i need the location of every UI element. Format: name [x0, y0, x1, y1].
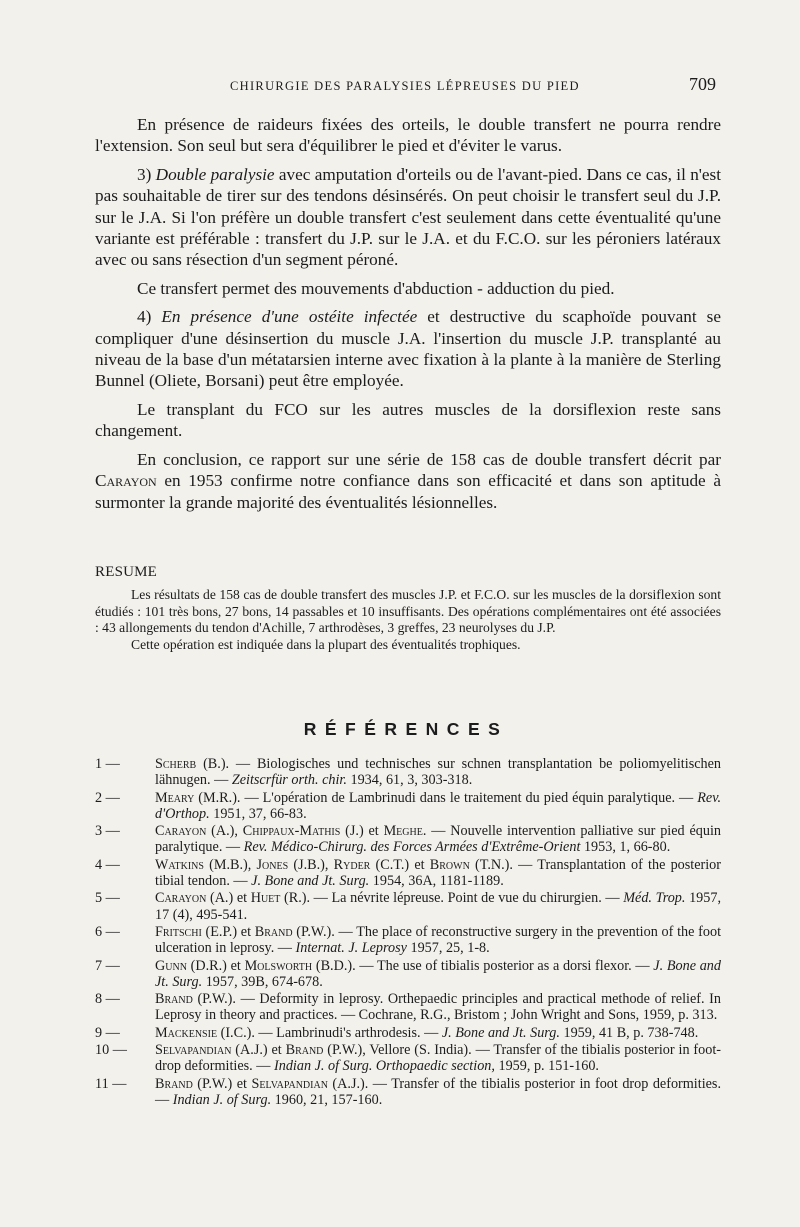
- paragraph-6: En conclusion, ce rapport sur une série de 158 cas de double transfert décrit par Carayon en 1953 confirme notre confiance dans son efficacité et dans son aptitude à surmonter la grande majorité des éventualités lésionnelles.: [95, 449, 721, 512]
- reference-author: Meghe: [383, 823, 423, 840]
- reference-journal: J. Bone and Jt. Surg.: [155, 957, 721, 990]
- reference-text: (A.) et: [206, 890, 251, 907]
- reference-author: Molsworth: [244, 957, 313, 974]
- reference-text: (R.). — La névrite lépreuse. Point de vue du chirurgien. —: [280, 890, 624, 907]
- reference-number: 11 —: [95, 1075, 127, 1092]
- reference-text: 1954, 36A, 1181-1189.: [369, 873, 504, 890]
- reference-journal: J. Bone and Jt. Surg.: [441, 1024, 560, 1041]
- reference-journal: Indian J. of Surg. Orthopaedic section,: [274, 1058, 495, 1075]
- reference-number: 3 —: [95, 823, 120, 840]
- reference-text: 1960, 21, 157-160.: [271, 1091, 383, 1108]
- reference-item: [95, 823, 721, 856]
- reference-text: (J.B.),: [288, 856, 334, 873]
- reference-journal: Rev. d'Orthop.: [155, 789, 721, 822]
- reference-item: [95, 958, 721, 991]
- reference-number: 10 —: [95, 1042, 127, 1059]
- reference-journal: Zeitscrfür orth. chir.: [231, 772, 347, 789]
- page-number: 709: [689, 74, 716, 94]
- reference-number: 9 —: [95, 1024, 120, 1041]
- paragraph-1: En présence de raideurs fixées des orteils, le double transfert ne pourra rendre l'extension. Son seul but sera d'équilibrer le pied et d'éviter le varus.: [95, 115, 721, 156]
- reference-journal: Internat. J. Leprosy: [295, 940, 407, 957]
- reference-item: [95, 991, 721, 1024]
- reference-journal: Indian J. of Surg.: [172, 1091, 272, 1108]
- reference-item: [95, 1025, 721, 1041]
- reference-author: Brand: [285, 1042, 324, 1059]
- reference-item: [95, 857, 721, 890]
- reference-journal: Rev. Médico-Chirurg. des Forces Armées d'Extrême-Orient: [243, 839, 581, 856]
- reference-text: (A.),: [206, 823, 243, 840]
- reference-text: (P.W.) et: [192, 1075, 252, 1092]
- reference-text: 1957, 17 (4), 495-541.: [155, 890, 721, 923]
- reference-item: [95, 790, 721, 823]
- reference-text: (P.W.). — Deformity in leprosy. Orthepaedic principles and practical methode of relief. In Leprosy in theory and practices. — Cochrane, R.G., Bristom ; John Wright and Sons, 1959, p. 313.: [155, 991, 721, 1024]
- reference-item: [95, 756, 721, 789]
- paragraph-2: 3) Double paralysie avec amputation d'orteils ou de l'avant-pied. Dans ce cas, il n'est pas souhaitable de tirer sur des tendons désinsérés. On peut choisir le transfert seul du J.P. sur le J.A. Si l'on préfère un double transfert c'est seulement dans cette éventualité qu'une variante est préférable : transfert du J.P. sur le J.A. et du F.C.O. sur les péroniers latéraux avec ou sans résection d'un segment péroné.: [95, 164, 721, 270]
- reference-list: [95, 756, 721, 1109]
- reference-text: (M.B.),: [203, 856, 257, 873]
- reference-text: (D.R.) et: [186, 957, 245, 974]
- summary-section: [95, 564, 721, 653]
- reference-text: (A.J.) et: [231, 1042, 286, 1059]
- reference-author: Ryder: [333, 856, 371, 873]
- reference-text: . — Nouvelle intervention palliative sur pied équin paralytique. —: [155, 823, 721, 856]
- reference-author: Watkins: [155, 856, 204, 873]
- reference-item: [95, 1042, 721, 1075]
- reference-text: (P.W.), Vellore (S. India). — Transfer of the tibialis posterior in foot-drop deformities. —: [155, 1042, 721, 1075]
- reference-number: 2 —: [95, 789, 120, 806]
- reference-author: Brown: [429, 856, 470, 873]
- reference-number: 4 —: [95, 856, 120, 873]
- summary-heading: RESUME: [95, 564, 158, 580]
- reference-number: 7 —: [95, 957, 120, 974]
- reference-item: [95, 890, 721, 923]
- reference-text: (M.R.). — L'opération de Lambrinudi dans le traitement du pied équin paralytique. —: [194, 789, 698, 806]
- reference-number: 8 —: [95, 991, 120, 1008]
- reference-author: Chippaux-Mathis: [242, 823, 341, 840]
- reference-text: (J.) et: [340, 823, 384, 840]
- reference-text: 1957, 25, 1-8.: [406, 940, 490, 957]
- summary-paragraph-1: Les résultats de 158 cas de double transfert des muscles J.P. et F.C.O. sur les muscles de la dorsiflexion sont étudiés : 101 très bons, 27 bons, 14 passables et 10 insuffisants. Des opérations complémentaires ont été associées : 43 allongements du tendon d'Achille, 7 arthrodèses, 3 greffes, 23 neurolyses du J.P.: [95, 587, 721, 636]
- reference-text: (I.C.). — Lambrinudi's arthrodesis. —: [217, 1024, 442, 1041]
- reference-text: (C.T.) et: [370, 856, 430, 873]
- reference-author: Meary: [155, 789, 195, 806]
- paragraph-3: Ce transfert permet des mouvements d'abduction - adduction du pied.: [137, 278, 615, 298]
- reference-author: Huet: [250, 890, 281, 907]
- reference-item: [95, 924, 721, 957]
- reference-author: Jones: [256, 856, 289, 873]
- paragraph-5: Le transplant du FCO sur les autres muscles de la dorsiflexion reste sans changement.: [95, 399, 721, 441]
- reference-journal: Méd. Trop.: [623, 890, 686, 907]
- reference-text: 1959, p. 151-160.: [494, 1058, 599, 1075]
- summary-paragraph-2: Cette opération est indiquée dans la plupart des éventualités trophiques.: [131, 636, 521, 652]
- reference-author: Mackensie: [155, 1024, 218, 1041]
- reference-text: 1957, 39B, 674-678.: [202, 973, 323, 990]
- paragraph-4: 4) En présence d'une ostéite infectée et destructive du scaphoïde pouvant se compliquer d'une désinsertion du muscle J.A. l'insertion du muscle J.P. transplanté au niveau de la base d'un métatarsien interne avec fixation à la plante à la manière de Sterling Bunnel (Oliete, Borsani) peut être employée.: [95, 307, 721, 391]
- reference-number: 6 —: [95, 923, 120, 940]
- reference-text: (B.). — Biologisches und technisches sur schnen transplantation be poliomyelitischen lähnugen. —: [155, 756, 721, 789]
- reference-author: Gunn: [155, 957, 187, 974]
- reference-author: Selvapandian: [155, 1042, 232, 1059]
- reference-text: (T.N.). — Transplantation of the posterior tibial tendon. —: [155, 856, 722, 890]
- reference-text: (P.W.). — The place of reconstructive surgery in the prevention of the foot ulceration in leprosy. —: [155, 923, 722, 957]
- reference-author: Brand: [254, 923, 293, 940]
- reference-author: Brand: [155, 1075, 193, 1092]
- body-text: [95, 114, 721, 520]
- reference-text: 1934, 61, 3, 303-318.: [346, 772, 473, 789]
- reference-text: (A.J.). — Transfer of the tibialis posterior in foot drop deformities. —: [155, 1075, 721, 1108]
- reference-text: (E.P.) et: [201, 923, 255, 940]
- reference-journal: J. Bone and Jt. Surg.: [251, 873, 370, 890]
- reference-author: Carayon: [155, 890, 207, 907]
- reference-text: 1951, 37, 66-83.: [209, 805, 307, 822]
- reference-author: Selvapandian: [251, 1075, 328, 1092]
- reference-author: Carayon: [155, 823, 207, 840]
- reference-text: (B.D.). — The use of tibialis posterior as a dorsi flexor. —: [312, 957, 654, 974]
- references-heading: RÉFÉRENCES: [303, 719, 509, 739]
- reference-author: Fritschi: [155, 923, 202, 940]
- reference-item: [95, 1076, 721, 1109]
- reference-number: 5 —: [95, 890, 120, 907]
- running-title: CHIRURGIE DES PARALYSIES LÉPREUSES DU PIED: [230, 79, 580, 93]
- reference-author: Scherb: [155, 756, 197, 772]
- reference-text: 1959, 41 B, p. 738-748.: [559, 1024, 699, 1041]
- reference-number: 1 —: [95, 756, 120, 772]
- reference-author: Brand: [155, 991, 193, 1008]
- reference-text: 1953, 1, 66-80.: [580, 839, 671, 856]
